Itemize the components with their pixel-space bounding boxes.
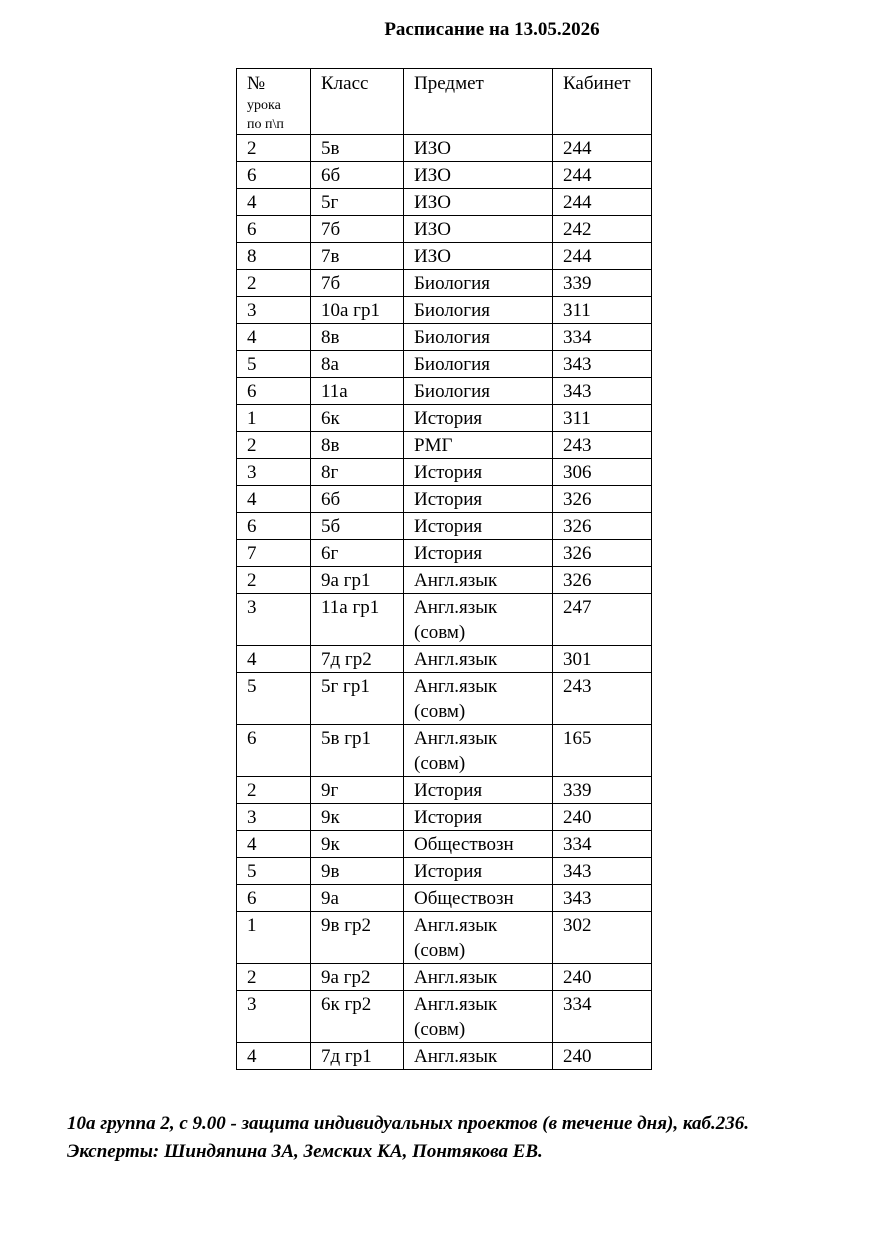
cell-subject <box>404 912 553 964</box>
cell-subject-text: ИЗО <box>414 192 451 213</box>
cell-lesson-number-text: 5 <box>247 676 257 697</box>
cell-lesson-number <box>237 135 311 162</box>
cell-subject <box>404 270 553 297</box>
cell-room <box>553 673 652 725</box>
cell-room-text: 242 <box>563 219 592 240</box>
cell-lesson-number <box>237 486 311 513</box>
cell-class-text: 7д гр1 <box>321 1046 372 1067</box>
cell-room-text: 343 <box>563 861 592 882</box>
cell-class <box>311 991 404 1043</box>
cell-lesson-number-text: 2 <box>247 780 257 801</box>
cell-subject-text: История <box>414 807 483 828</box>
cell-subject-text: ИЗО <box>414 138 451 159</box>
table-row <box>237 885 652 912</box>
table-row <box>237 991 652 1043</box>
cell-lesson-number <box>237 432 311 459</box>
cell-subject <box>404 162 553 189</box>
cell-subject <box>404 216 553 243</box>
cell-subject <box>404 646 553 673</box>
cell-room-text: 343 <box>563 354 592 375</box>
cell-lesson-number-text: 6 <box>247 381 257 402</box>
cell-room <box>553 804 652 831</box>
cell-lesson-number-text: 6 <box>247 728 257 749</box>
cell-lesson-number-text: 1 <box>247 915 257 936</box>
cell-class-text: 6г <box>321 543 339 564</box>
cell-class <box>311 673 404 725</box>
cell-room <box>553 378 652 405</box>
cell-class-text: 6к гр2 <box>321 994 372 1015</box>
table-row <box>237 594 652 646</box>
table-row <box>237 351 652 378</box>
cell-subject <box>404 189 553 216</box>
cell-lesson-number-text: 2 <box>247 138 257 159</box>
cell-subject-text: Англ.язык <box>414 915 498 936</box>
cell-lesson-number-text: 4 <box>247 192 257 213</box>
cell-lesson-number <box>237 912 311 964</box>
cell-lesson-number-text: 2 <box>247 967 257 988</box>
cell-room <box>553 964 652 991</box>
cell-class-text: 5в гр1 <box>321 728 372 749</box>
table-header-row <box>237 69 652 135</box>
cell-room-text: 301 <box>563 649 592 670</box>
cell-subject <box>404 804 553 831</box>
cell-subject-text: История <box>414 543 483 564</box>
cell-subject-text: История <box>414 516 483 537</box>
cell-room <box>553 513 652 540</box>
cell-room-text: 334 <box>563 834 592 855</box>
cell-class <box>311 858 404 885</box>
cell-lesson-number <box>237 964 311 991</box>
table-row <box>237 646 652 673</box>
cell-room-text: 343 <box>563 381 592 402</box>
cell-subject-note: (совм) <box>414 940 466 961</box>
cell-subject-text: Англ.язык <box>414 597 498 618</box>
schedule-body <box>237 135 652 1070</box>
cell-subject-text: РМГ <box>414 435 453 456</box>
cell-room <box>553 540 652 567</box>
cell-subject-text: Англ.язык <box>414 676 498 697</box>
cell-class-text: 10а гр1 <box>321 300 380 321</box>
cell-room <box>553 991 652 1043</box>
cell-subject-text: Англ.язык <box>414 994 498 1015</box>
cell-room <box>553 459 652 486</box>
cell-room-text: 244 <box>563 246 592 267</box>
cell-subject <box>404 432 553 459</box>
cell-class-text: 8в <box>321 327 340 348</box>
cell-subject <box>404 964 553 991</box>
table-row <box>237 297 652 324</box>
cell-subject-note: (совм) <box>414 753 466 774</box>
cell-lesson-number <box>237 405 311 432</box>
cell-class <box>311 243 404 270</box>
cell-class-text: 5г <box>321 192 339 213</box>
cell-lesson-number <box>237 885 311 912</box>
cell-room-text: 240 <box>563 967 592 988</box>
cell-subject-note: (совм) <box>414 701 466 722</box>
cell-room-text: 243 <box>563 676 592 697</box>
cell-subject <box>404 324 553 351</box>
cell-class <box>311 831 404 858</box>
header-number-sub2: по п\п <box>247 117 284 132</box>
cell-subject <box>404 725 553 777</box>
cell-class <box>311 324 404 351</box>
cell-lesson-number <box>237 540 311 567</box>
cell-class <box>311 486 404 513</box>
cell-class <box>311 189 404 216</box>
cell-subject <box>404 540 553 567</box>
header-subject: Предмет <box>404 69 553 135</box>
cell-room-text: 326 <box>563 570 592 591</box>
cell-room-text: 306 <box>563 462 592 483</box>
cell-lesson-number-text: 3 <box>247 597 257 618</box>
header-room: Кабинет <box>553 69 652 135</box>
cell-room-text: 244 <box>563 138 592 159</box>
table-row <box>237 135 652 162</box>
cell-lesson-number-text: 3 <box>247 300 257 321</box>
cell-room-text: 326 <box>563 543 592 564</box>
notes-block <box>67 1110 887 1166</box>
cell-lesson-number <box>237 378 311 405</box>
cell-room <box>553 486 652 513</box>
cell-lesson-number-text: 2 <box>247 273 257 294</box>
cell-class <box>311 135 404 162</box>
cell-lesson-number <box>237 725 311 777</box>
table-row <box>237 777 652 804</box>
cell-class <box>311 804 404 831</box>
cell-class <box>311 351 404 378</box>
cell-class-text: 9к <box>321 834 340 855</box>
table-row <box>237 567 652 594</box>
cell-subject <box>404 135 553 162</box>
cell-subject <box>404 594 553 646</box>
cell-subject <box>404 567 553 594</box>
cell-class <box>311 432 404 459</box>
table-row <box>237 432 652 459</box>
cell-lesson-number <box>237 673 311 725</box>
cell-subject <box>404 351 553 378</box>
cell-subject <box>404 459 553 486</box>
cell-subject-text: Обществозн <box>414 888 514 909</box>
cell-subject-text: История <box>414 408 483 429</box>
cell-lesson-number <box>237 270 311 297</box>
cell-room <box>553 432 652 459</box>
cell-lesson-number <box>237 243 311 270</box>
table-row <box>237 725 652 777</box>
cell-subject-text: История <box>414 462 483 483</box>
cell-subject <box>404 243 553 270</box>
cell-lesson-number-text: 2 <box>247 435 257 456</box>
page-title: Расписание на 13.05.2026 <box>384 19 600 40</box>
cell-room <box>553 831 652 858</box>
cell-lesson-number-text: 6 <box>247 165 257 186</box>
cell-class <box>311 567 404 594</box>
cell-subject-text: Англ.язык <box>414 570 498 591</box>
cell-class <box>311 405 404 432</box>
cell-room-text: 339 <box>563 273 592 294</box>
cell-room <box>553 646 652 673</box>
cell-lesson-number-text: 6 <box>247 516 257 537</box>
cell-room <box>553 297 652 324</box>
cell-subject-text: ИЗО <box>414 165 451 186</box>
header-number-symbol: № <box>247 73 266 94</box>
cell-subject-text: Обществозн <box>414 834 514 855</box>
cell-room <box>553 567 652 594</box>
cell-room-text: 334 <box>563 327 592 348</box>
cell-class <box>311 162 404 189</box>
cell-class <box>311 270 404 297</box>
cell-lesson-number <box>237 1043 311 1070</box>
cell-room <box>553 270 652 297</box>
table-row <box>237 324 652 351</box>
cell-subject-note: (совм) <box>414 622 466 643</box>
cell-lesson-number-text: 2 <box>247 570 257 591</box>
cell-lesson-number-text: 7 <box>247 543 257 564</box>
cell-room <box>553 324 652 351</box>
table-row <box>237 1043 652 1070</box>
cell-class <box>311 297 404 324</box>
table-row <box>237 243 652 270</box>
cell-room <box>553 162 652 189</box>
cell-subject-text: Биология <box>414 381 491 402</box>
cell-class-text: 9в гр2 <box>321 915 372 936</box>
table-row <box>237 162 652 189</box>
cell-class-text: 5г гр1 <box>321 676 370 697</box>
table-row <box>237 378 652 405</box>
cell-lesson-number <box>237 216 311 243</box>
cell-subject <box>404 405 553 432</box>
cell-subject-text: Биология <box>414 300 491 321</box>
cell-room-text: 311 <box>563 300 591 321</box>
cell-room-text: 302 <box>563 915 592 936</box>
cell-subject-text: Биология <box>414 273 491 294</box>
cell-subject <box>404 673 553 725</box>
cell-class-text: 9а гр2 <box>321 967 371 988</box>
cell-lesson-number <box>237 991 311 1043</box>
cell-class-text: 8в <box>321 435 340 456</box>
cell-room-text: 244 <box>563 192 592 213</box>
cell-subject-text: Англ.язык <box>414 728 498 749</box>
cell-class-text: 7в <box>321 246 340 267</box>
cell-class-text: 6б <box>321 165 341 186</box>
cell-class-text: 6к <box>321 408 340 429</box>
cell-room <box>553 912 652 964</box>
cell-room <box>553 351 652 378</box>
cell-room <box>553 405 652 432</box>
cell-lesson-number-text: 4 <box>247 327 257 348</box>
cell-class-text: 6б <box>321 489 341 510</box>
table-row <box>237 216 652 243</box>
cell-room <box>553 216 652 243</box>
cell-class <box>311 1043 404 1070</box>
cell-class-text: 8г <box>321 462 339 483</box>
cell-lesson-number-text: 3 <box>247 807 257 828</box>
cell-class-text: 7б <box>321 273 341 294</box>
cell-class-text: 11а гр1 <box>321 597 380 618</box>
cell-lesson-number <box>237 459 311 486</box>
cell-lesson-number-text: 6 <box>247 219 257 240</box>
cell-subject-text: Биология <box>414 354 491 375</box>
header-lesson-number <box>237 69 311 135</box>
cell-subject-text: История <box>414 489 483 510</box>
cell-subject <box>404 297 553 324</box>
cell-lesson-number-text: 5 <box>247 861 257 882</box>
cell-lesson-number-text: 8 <box>247 246 257 267</box>
cell-class <box>311 912 404 964</box>
cell-lesson-number <box>237 777 311 804</box>
cell-class <box>311 216 404 243</box>
cell-lesson-number <box>237 324 311 351</box>
cell-lesson-number-text: 1 <box>247 408 257 429</box>
cell-lesson-number <box>237 297 311 324</box>
header-number-sub1: урока <box>247 98 281 113</box>
cell-subject <box>404 885 553 912</box>
note-line-2: Эксперты: Шиндяпина ЗА, Земских КА, Понтякова ЕВ. <box>67 1141 543 1162</box>
cell-subject-text: ИЗО <box>414 219 451 240</box>
cell-class <box>311 725 404 777</box>
cell-subject <box>404 1043 553 1070</box>
cell-lesson-number <box>237 594 311 646</box>
cell-subject-text: Англ.язык <box>414 649 498 670</box>
cell-class-text: 9в <box>321 861 340 882</box>
table-row <box>237 912 652 964</box>
cell-lesson-number-text: 4 <box>247 649 257 670</box>
schedule-table <box>236 68 652 1070</box>
cell-class-text: 9к <box>321 807 340 828</box>
cell-class <box>311 459 404 486</box>
table-row <box>237 858 652 885</box>
cell-room <box>553 858 652 885</box>
cell-class-text: 9а гр1 <box>321 570 371 591</box>
cell-room-text: 326 <box>563 489 592 510</box>
cell-lesson-number-text: 6 <box>247 888 257 909</box>
cell-room-text: 339 <box>563 780 592 801</box>
header-class: Класс <box>311 69 404 135</box>
cell-lesson-number <box>237 804 311 831</box>
cell-class <box>311 885 404 912</box>
table-row <box>237 831 652 858</box>
cell-class-text: 7б <box>321 219 341 240</box>
cell-lesson-number <box>237 831 311 858</box>
cell-lesson-number-text: 3 <box>247 994 257 1015</box>
cell-subject-note: (совм) <box>414 1019 466 1040</box>
cell-lesson-number-text: 4 <box>247 834 257 855</box>
cell-class <box>311 594 404 646</box>
cell-subject <box>404 513 553 540</box>
table-row <box>237 486 652 513</box>
cell-room-text: 240 <box>563 1046 592 1067</box>
cell-class-text: 7д гр2 <box>321 649 372 670</box>
cell-subject-text: ИЗО <box>414 246 451 267</box>
cell-subject-text: История <box>414 780 483 801</box>
cell-room-text: 343 <box>563 888 592 909</box>
cell-class <box>311 513 404 540</box>
cell-room <box>553 885 652 912</box>
cell-room <box>553 189 652 216</box>
cell-class <box>311 964 404 991</box>
cell-lesson-number <box>237 646 311 673</box>
cell-room-text: 311 <box>563 408 591 429</box>
cell-room-text: 326 <box>563 516 592 537</box>
cell-lesson-number <box>237 567 311 594</box>
cell-subject-text: Англ.язык <box>414 1046 498 1067</box>
cell-class <box>311 646 404 673</box>
cell-room <box>553 243 652 270</box>
cell-lesson-number <box>237 351 311 378</box>
cell-lesson-number <box>237 162 311 189</box>
cell-class-text: 5в <box>321 138 340 159</box>
cell-room-text: 243 <box>563 435 592 456</box>
cell-class <box>311 540 404 567</box>
cell-subject <box>404 831 553 858</box>
cell-room-text: 165 <box>563 728 592 749</box>
cell-subject <box>404 991 553 1043</box>
cell-subject-text: История <box>414 861 483 882</box>
cell-room-text: 334 <box>563 994 592 1015</box>
table-row <box>237 673 652 725</box>
cell-subject-text: Англ.язык <box>414 967 498 988</box>
note-line-1: 10а группа 2, с 9.00 - защита индивидуальных проектов (в течение дня), каб.236. <box>67 1113 749 1134</box>
cell-lesson-number <box>237 189 311 216</box>
cell-room-text: 240 <box>563 807 592 828</box>
table-row <box>237 804 652 831</box>
cell-class-text: 9г <box>321 780 339 801</box>
cell-subject-text: Биология <box>414 327 491 348</box>
cell-lesson-number <box>237 513 311 540</box>
cell-room-text: 244 <box>563 165 592 186</box>
cell-class-text: 11а <box>321 381 348 402</box>
cell-subject <box>404 777 553 804</box>
cell-room-text: 247 <box>563 597 592 618</box>
cell-class-text: 5б <box>321 516 341 537</box>
cell-subject <box>404 378 553 405</box>
cell-class-text: 9а <box>321 888 339 909</box>
cell-class <box>311 777 404 804</box>
table-row <box>237 964 652 991</box>
cell-lesson-number-text: 4 <box>247 489 257 510</box>
cell-lesson-number-text: 5 <box>247 354 257 375</box>
cell-class <box>311 378 404 405</box>
cell-lesson-number-text: 3 <box>247 462 257 483</box>
table-row <box>237 459 652 486</box>
table-row <box>237 189 652 216</box>
cell-subject <box>404 858 553 885</box>
cell-room <box>553 135 652 162</box>
cell-room <box>553 777 652 804</box>
cell-lesson-number-text: 4 <box>247 1046 257 1067</box>
cell-room <box>553 594 652 646</box>
cell-room <box>553 725 652 777</box>
cell-room <box>553 1043 652 1070</box>
cell-subject <box>404 486 553 513</box>
cell-class-text: 8а <box>321 354 339 375</box>
table-row <box>237 513 652 540</box>
table-row <box>237 270 652 297</box>
table-row <box>237 405 652 432</box>
table-row <box>237 540 652 567</box>
cell-lesson-number <box>237 858 311 885</box>
